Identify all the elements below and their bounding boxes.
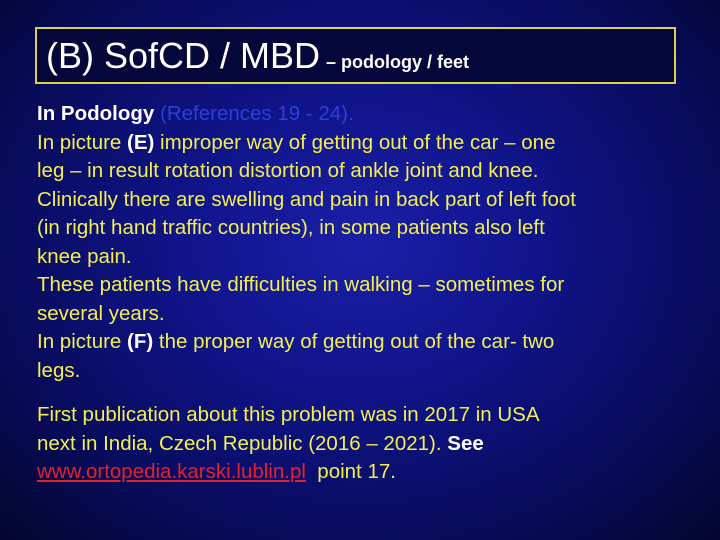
body-line: First publication about this problem was in 2017 in USA bbox=[37, 403, 540, 426]
website-link[interactable]: www.ortopedia.karski.lublin.pl bbox=[37, 460, 306, 483]
body-line: (in right hand traffic countries), in some patients also left bbox=[37, 216, 545, 239]
text-segment: the proper way of getting out of the car- two bbox=[153, 330, 555, 353]
text-segment: next in India, Czech Republic (2016 – 2021). bbox=[37, 431, 448, 455]
body-line: These patients have difficulties in walking – sometimes for bbox=[37, 273, 565, 296]
body-line bbox=[37, 430, 707, 459]
picture-e-label: (E) bbox=[127, 130, 155, 154]
body-line: knee pain. bbox=[37, 244, 132, 268]
body-line: legs. bbox=[37, 358, 81, 382]
body-line bbox=[37, 129, 707, 158]
references-note: (References 19 - 24). bbox=[160, 102, 354, 125]
text-segment: In picture bbox=[37, 130, 128, 154]
body-line: Clinically there are swelling and pain in back part of left foot bbox=[37, 187, 576, 211]
body-line: several years. bbox=[37, 301, 165, 325]
slide-title-main: (B) SofCD / MBD bbox=[46, 35, 321, 76]
body-line bbox=[37, 328, 707, 357]
slide-title bbox=[46, 35, 469, 83]
picture-f-label: (F) bbox=[127, 330, 154, 353]
text-segment: improper way of getting out of the car – one bbox=[154, 130, 556, 154]
slide-body bbox=[37, 100, 707, 487]
paragraph-spacer bbox=[37, 385, 707, 401]
body-line: leg – in result rotation distortion of ankle joint and knee. bbox=[37, 159, 539, 182]
body-line bbox=[37, 458, 707, 487]
slide-title-sub: – podology / feet bbox=[326, 52, 470, 72]
body-heading-line bbox=[37, 100, 707, 129]
point-reference: point 17. bbox=[305, 460, 396, 483]
title-box bbox=[35, 27, 676, 84]
text-segment: In picture bbox=[37, 330, 128, 353]
see-label: See bbox=[447, 431, 484, 455]
podology-heading: In Podology bbox=[37, 102, 155, 125]
